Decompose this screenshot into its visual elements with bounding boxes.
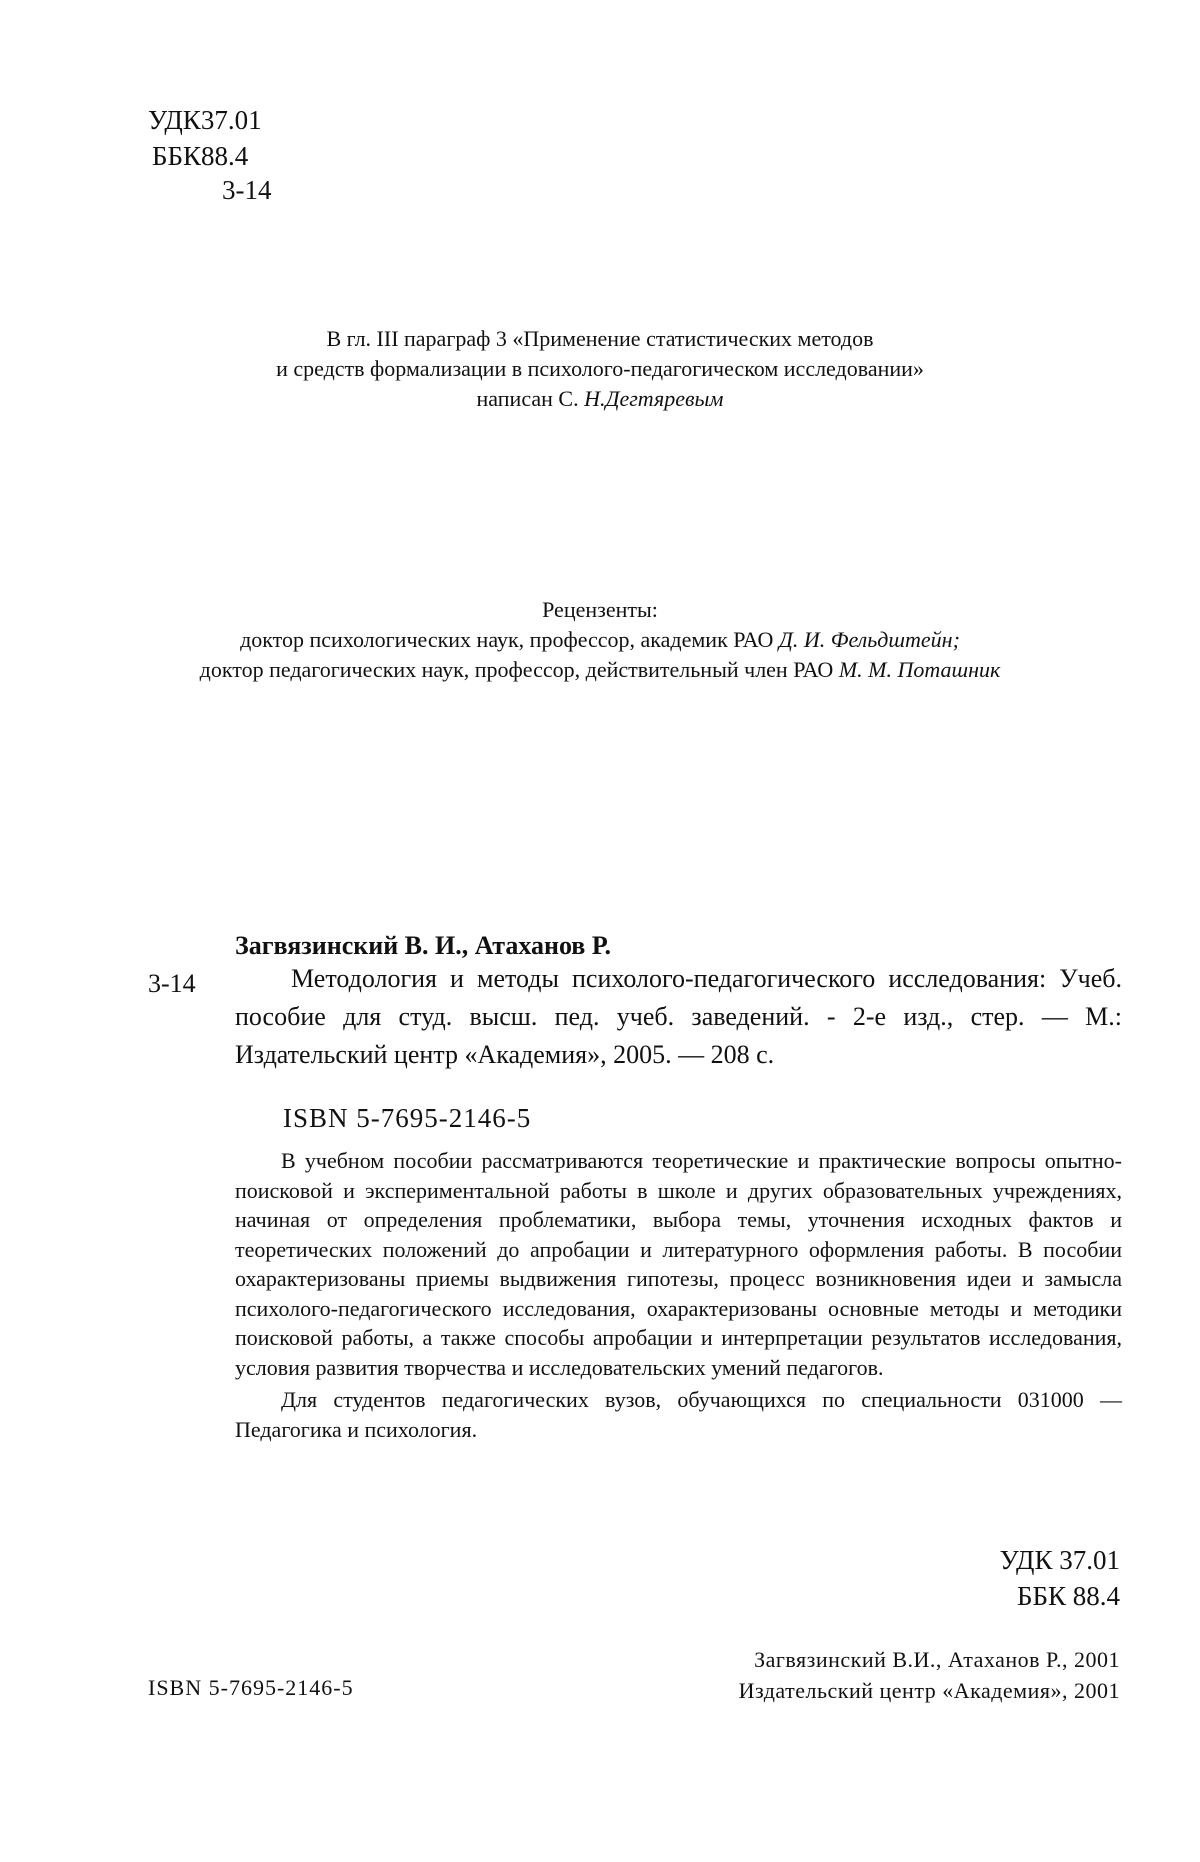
chapter-note-prefix: написан С.	[476, 386, 579, 411]
reviewer-name: М. М. Поташник	[838, 657, 1001, 682]
copyright-publisher: Издательский центр «Академия», 2001	[738, 1678, 1120, 1703]
isbn-bottom: ISBN 5-7695-2146-5	[148, 1675, 354, 1700]
reviewer-line	[0, 655, 1200, 685]
reviewers	[0, 595, 1200, 685]
udk-code: УДК37.01	[148, 105, 262, 135]
chapter-note-line: и средств формализации в психолого-педагогическом исследовании»	[276, 356, 924, 381]
book-description: Методология и методы психолого-педагогического исследования: Учеб. пособие для студ. высш. пед. учеб. заведений. - 2-е изд., стер. — М.: Издательский центр «Академия», 2005. — 208 с.	[235, 964, 1122, 1069]
bottom-bbk: ББК 88.4	[1016, 1581, 1120, 1611]
bbk-code: ББК88.4	[152, 141, 249, 171]
reviewer-credentials: доктор педагогических наук, профессор, действительный член РАО	[199, 657, 834, 682]
reviewer-name: Д. И. Фельдштейн;	[778, 627, 960, 652]
author-mark-side: 3-14	[148, 969, 196, 998]
annotation-paragraph: В учебном пособии рассматриваются теоретические и практические вопросы опытно-поисковой и экспериментальной работы в школе и других образовательных учреждениях, начиная от определения проблематики, выбора темы, уточнения исходных фактов и теоретических положений до апробации и литературного оформления работы. В пособии охарактеризованы приемы выдвижения гипотезы, процесс возникновения идеи и замысла психолого-педагогического исследования, охарактеризованы основные методы и методики поисковой работы, а также способы апробации и интерпретации результатов исследования, условия развития творчества и исследовательских умений педагогов.	[235, 1148, 1122, 1380]
reviewers-heading: Рецензенты:	[542, 597, 658, 622]
bottom-codes	[1000, 1542, 1120, 1614]
copyright-authors: Загвязинский В.И., Атаханов Р., 2001	[754, 1647, 1120, 1672]
annotation-audience: Для студентов педагогических вузов, обучающихся по специальности 031000 — Педагогика и психология.	[235, 1387, 1122, 1442]
chapter-note-line	[0, 384, 1200, 414]
chapter-note-author: Н.Дегтяревым	[584, 386, 724, 411]
copyright	[739, 1644, 1120, 1706]
book-authors: Загвязинский В. И., Атаханов Р.	[235, 931, 611, 960]
reviewer-credentials: доктор психологических наук, профессор, академик РАО	[240, 627, 774, 652]
book-isbn: ISBN 5-7695-2146-5	[283, 1103, 532, 1133]
author-mark: 3-14	[222, 175, 272, 205]
annotation	[235, 1146, 1122, 1444]
chapter-note	[0, 324, 1200, 414]
bottom-udk: УДК 37.01	[999, 1545, 1120, 1575]
chapter-note-line: В гл. III параграф 3 «Применение статистических методов	[326, 326, 874, 351]
reviewer-line	[0, 625, 1200, 655]
